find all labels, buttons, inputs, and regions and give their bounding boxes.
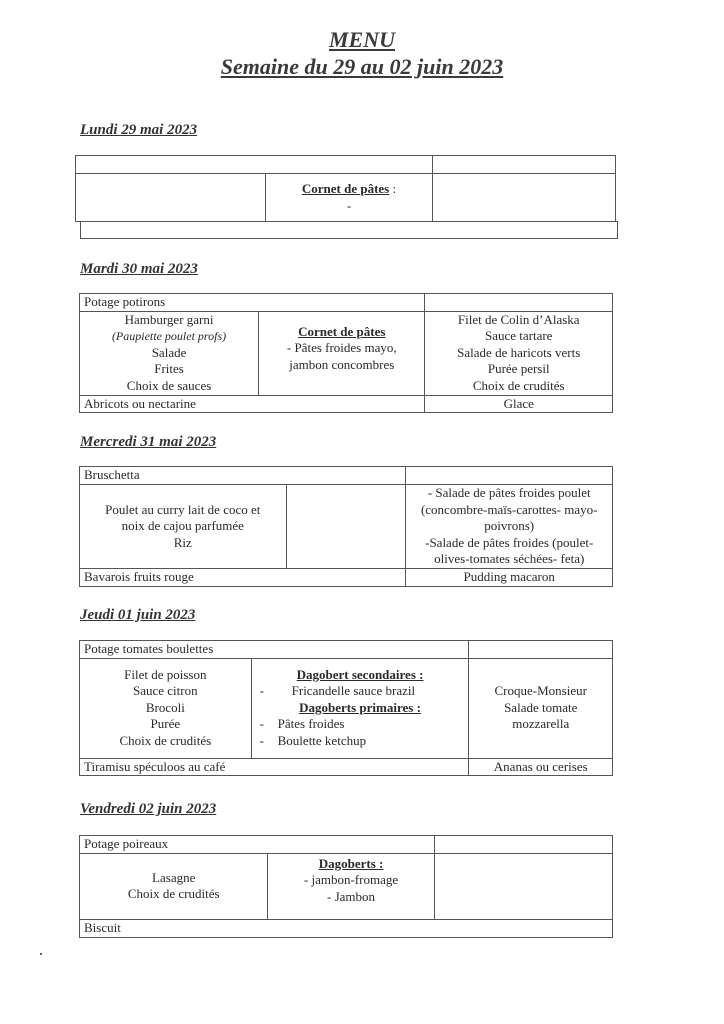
dessert-right-cell: Glace <box>425 395 613 413</box>
main-cell: Poulet au curry lait de coco et noix de cajou parfumée Riz <box>80 485 287 569</box>
third-cell <box>433 174 616 222</box>
alt-title: Cornet de pâtes <box>298 323 386 339</box>
alt-title: Dagoberts : <box>318 855 384 871</box>
dessert-cell: Bavarois fruits rouge <box>80 568 406 586</box>
alt-cell: Cornet de pâtes - Pâtes froides mayo, jambon concombres <box>259 311 425 395</box>
menu-title: MENU <box>328 27 395 52</box>
day-heading-lundi: Lundi 29 mai 2023 <box>80 122 198 138</box>
third-cell: - Salade de pâtes froides poulet (concombre-maïs-carottes- mayo- poivrons) -Salade de pâtes froides (poulet- olives-tomates séchées- feta) <box>406 485 613 569</box>
soup-cell: Potage poireaux <box>80 836 435 854</box>
day-heading-mercredi: Mercredi 31 mai 2023 <box>80 434 217 450</box>
day-heading-mardi: Mardi 30 mai 2023 <box>80 261 198 277</box>
alt-cell: Dagobert secondaires : - Fricandelle sauce brazil Dagoberts primaires : - Pâtes froides - Boulette ketchup <box>251 658 469 758</box>
main-cell: Lasagne Choix de crudités <box>80 853 268 919</box>
alt-cell: Dagoberts : - jambon-fromage - Jambon <box>268 853 434 919</box>
menu-table-lundi <box>75 155 616 222</box>
dessert-cell: Tiramisu spéculoos au café <box>80 758 469 776</box>
dessert-cell: Abricots ou nectarine <box>80 395 425 413</box>
dessert-right-cell: Pudding macaron <box>406 568 613 586</box>
week-subtitle: Semaine du 29 au 02 juin 2023 <box>220 54 504 79</box>
menu-table-mercredi <box>79 466 613 587</box>
third-cell: Croque-Monsieur Salade tomate mozzarella <box>469 658 613 758</box>
third-cell: Filet de Colin d’Alaska Sauce tartare Salade de haricots verts Purée persil Choix de crudités <box>425 311 613 395</box>
alt-secondary-title: Dagobert secondaires : <box>296 666 424 682</box>
scan-speck <box>40 953 42 955</box>
alt-item: - <box>346 197 352 213</box>
alt-primary-title: Dagoberts primaires : <box>299 699 421 715</box>
soup-cell <box>76 156 433 174</box>
dessert-cell: Biscuit <box>80 919 613 937</box>
main-cell: Filet de poisson Sauce citron Brocoli Purée Choix de crudités <box>80 658 252 758</box>
day-heading-vendredi: Vendredi 02 juin 2023 <box>80 801 217 817</box>
alt-cell: Cornet de pâtes : - <box>266 174 433 222</box>
soup-cell: Potage potirons <box>80 294 425 312</box>
main-cell <box>76 174 266 222</box>
main-cell: Hamburger garni (Paupiette poulet profs) Salade Frites Choix de sauces <box>80 311 259 395</box>
menu-table-jeudi <box>79 640 613 776</box>
soup-cell: Potage tomates boulettes <box>80 641 469 659</box>
alt-title: Cornet de pâtes <box>301 180 390 196</box>
day-heading-jeudi: Jeudi 01 juin 2023 <box>80 607 196 623</box>
third-cell <box>434 853 612 919</box>
dessert-cell <box>80 221 618 239</box>
dessert-right-cell: Ananas ou cerises <box>469 758 613 776</box>
menu-table-mardi <box>79 293 613 413</box>
alt-cell <box>286 485 406 569</box>
menu-table-vendredi <box>79 835 613 938</box>
soup-right-cell <box>433 156 616 174</box>
soup-cell: Bruschetta <box>80 467 406 485</box>
